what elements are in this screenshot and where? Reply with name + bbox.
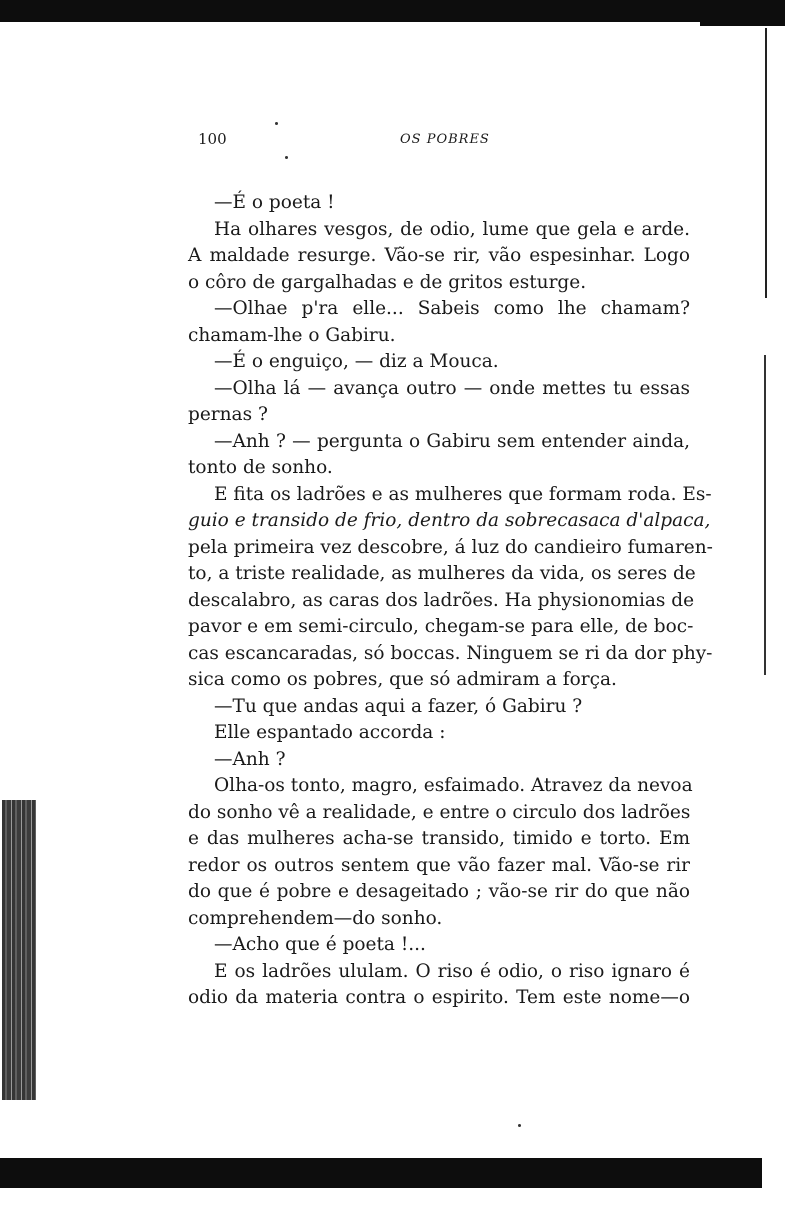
text-line: Olha-os tonto, magro, esfaimado. Atravez da nevoa: [214, 775, 693, 796]
text-line: redor os outros sentem que vão fazer mal. Vão-se rir: [188, 854, 690, 876]
scan-left-edge-shadow: [2, 800, 36, 1100]
running-title: OS POBRES: [400, 132, 490, 147]
text-line: —Anh ? — pergunta o Gabiru sem entender ainda,: [214, 430, 690, 452]
text-line: —Tu que andas aqui a fazer, ó Gabiru ?: [214, 695, 583, 717]
body-text: [188, 190, 713, 1012]
text-line: Ha olhares vesgos, de odio, lume que gela e arde.: [214, 218, 690, 240]
scan-bottom-border: [0, 1158, 762, 1188]
page-header: [198, 130, 498, 154]
text-line: —É o poeta !: [214, 192, 335, 213]
text-line: pela primeira vez descobre, á luz do candieiro fumaren-: [188, 536, 713, 558]
text-line: e das mulheres acha-se transido, timido e torto. Em: [188, 828, 690, 849]
text-line: descalabro, as caras dos ladrões. Ha physionomias de: [188, 589, 695, 611]
text-line: E fita os ladrões e as mulheres que formam roda. Es-: [214, 483, 712, 505]
text-line: do que é pobre e desageitado ; vão-se rir do que não: [188, 881, 690, 902]
text-line: odio da materia contra o espirito. Tem este nome—o: [188, 987, 690, 1008]
text-line: tonto de sonho.: [188, 457, 333, 478]
text-line: —Acho que é poeta !...: [214, 934, 426, 955]
text-line: —Olha lá — avança outro — onde mettes tu essas: [214, 377, 690, 399]
text-line: o côro de gargalhadas e de gritos esturge.: [188, 271, 587, 293]
scan-speck: [285, 156, 288, 159]
text-line: chamam-lhe o Gabiru.: [188, 324, 396, 346]
scan-right-edge-mark: [765, 28, 767, 298]
text-line: —Anh ?: [214, 748, 286, 770]
text-line: pernas ?: [188, 404, 268, 425]
page-number: 100: [198, 130, 227, 148]
scan-top-border: [0, 0, 785, 22]
text-line: sica como os pobres, que só admiram a força.: [188, 669, 617, 690]
scan-top-border-notch: [700, 20, 785, 26]
text-line: —É o enguiço, — diz a Mouca.: [214, 351, 499, 372]
scan-speck: [518, 1124, 521, 1127]
text-line: A maldade resurge. Vão-se rir, vão espesinhar. Logo: [188, 245, 690, 266]
scan-speck: [275, 122, 278, 125]
text-line: do sonho vê a realidade, e entre o circulo dos ladrões: [188, 801, 691, 823]
text-line: to, a triste realidade, as mulheres da vida, os seres de: [188, 563, 696, 584]
text-line: Elle espantado accorda :: [214, 722, 446, 743]
text-line: pavor e em semi-circulo, chegam-se para elle, de boc-: [188, 616, 694, 637]
scan-right-edge-mark-lower: [764, 355, 766, 675]
text-line: E os ladrões ululam. O riso é odio, o riso ignaro é: [214, 960, 690, 982]
text-line: cas escancaradas, só boccas. Ninguem se ri da dor phy-: [188, 642, 713, 664]
text-line: comprehendem—do sonho.: [188, 907, 443, 929]
text-line: guio e transido de frio, dentro da sobrecasaca d'alpaca,: [188, 510, 711, 531]
text-line: —Olhae p'ra elle... Sabeis como lhe chamam?: [214, 298, 690, 319]
